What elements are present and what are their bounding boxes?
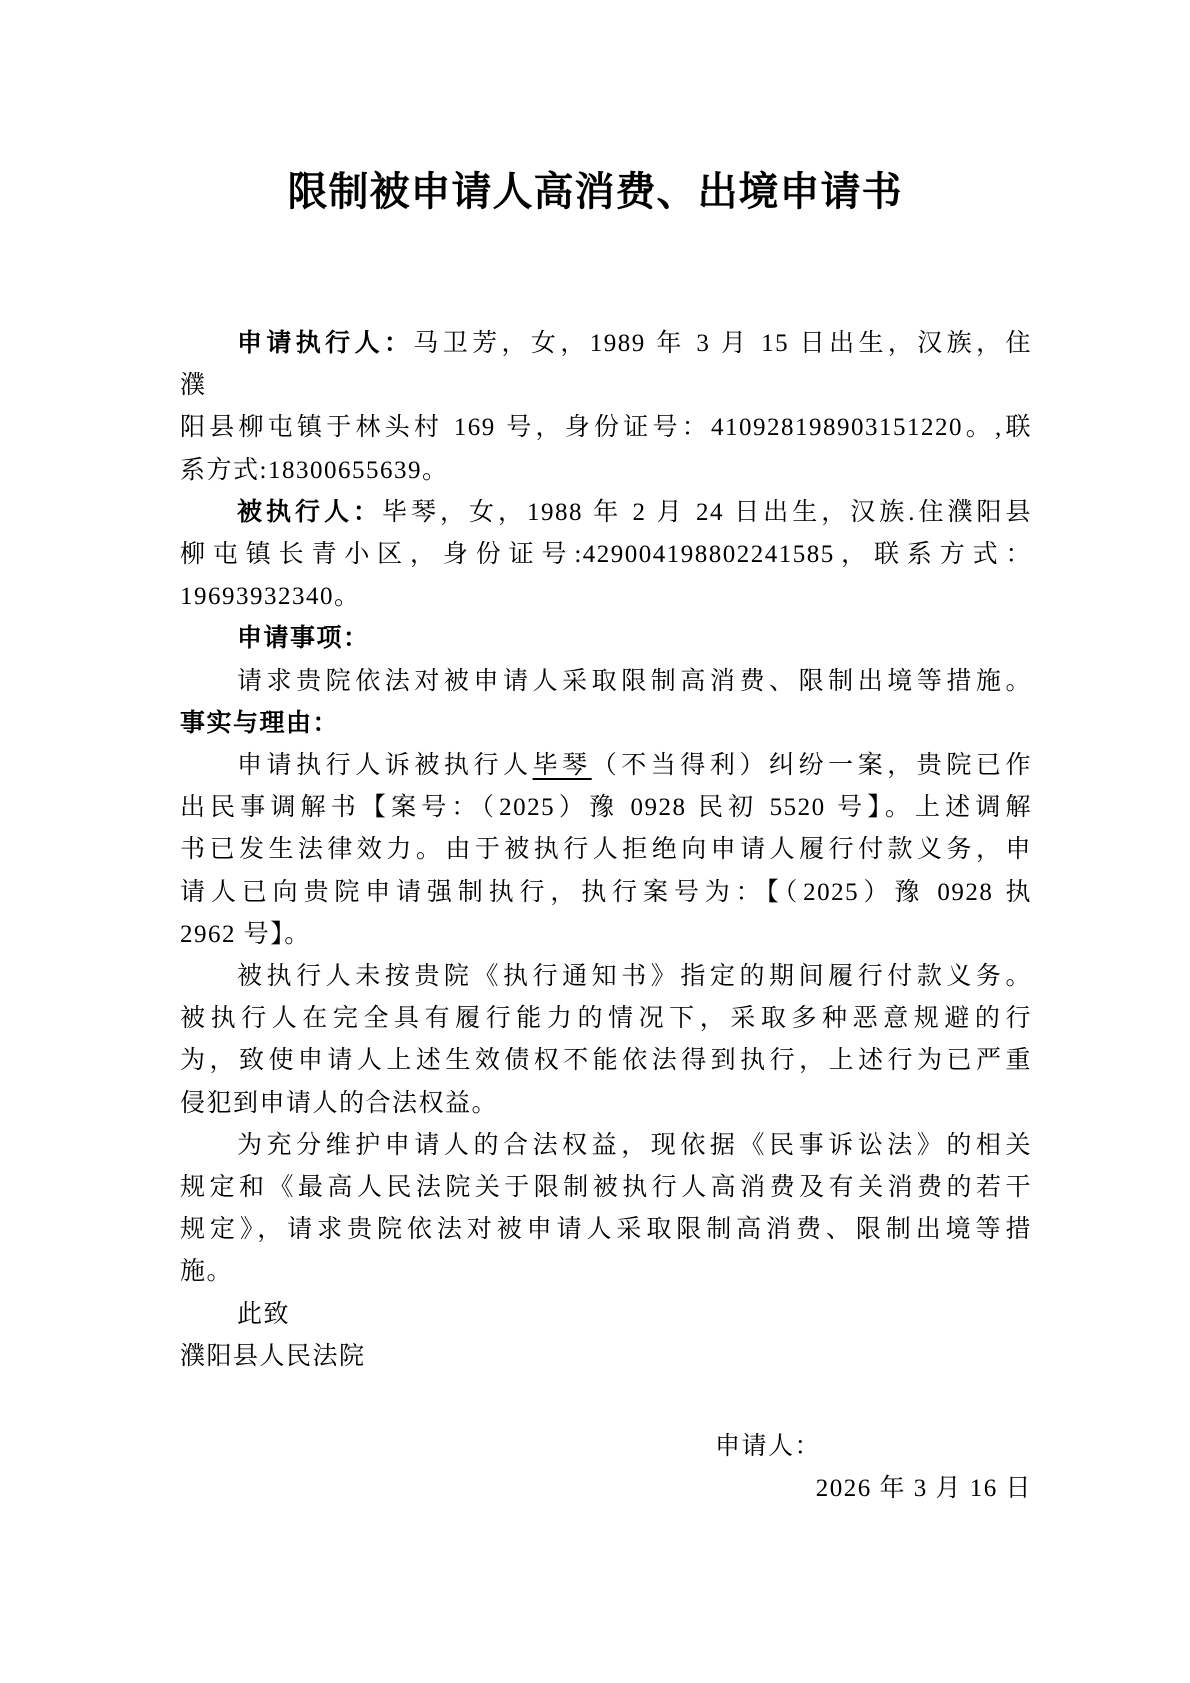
- respondent-paragraph-line-1: [180, 492, 1032, 534]
- applicant-label: 申请执行人：: [237, 330, 414, 357]
- signature-applicant-label: 申请人：: [715, 1433, 822, 1461]
- respondent-paragraph-line-3: 19693932340。: [180, 583, 361, 611]
- respondent-label: 被执行人：: [237, 498, 382, 526]
- facts-p3-line-3: 规定》，请求贵院依法对被申请人采取限制高消费、限制出境等措: [180, 1216, 1032, 1244]
- facts-p1-line-1-pre: 申请执行人诉被执行人: [237, 752, 533, 780]
- facts-p1-line-5: 2962 号】。: [180, 920, 311, 948]
- applicant-paragraph-line-4: 系方式:18300655639。: [180, 456, 449, 484]
- facts-p1-line-2: 出民事调解书【案号：（2025）豫 0928 民初 5520 号】。上述调解: [180, 794, 1032, 822]
- signature-date: 2026 年 3 月 16 日: [815, 1475, 1032, 1503]
- facts-p3-line-2: 规定和《最高人民法院关于限制被执行人高消费及有关消费的若干: [180, 1174, 1032, 1202]
- facts-p2-line-3: 为，致使申请人上述生效债权不能依法得到执行，上述行为已严重: [180, 1047, 1032, 1075]
- applicant-paragraph-line-3: 阳县柳屯镇于林头村 169 号，身份证号：410928198903151220。,联: [180, 414, 1032, 442]
- closing-salute: 此致: [237, 1300, 291, 1328]
- closing-court-name: 濮阳县人民法院: [180, 1342, 366, 1370]
- respondent-name-underlined: 毕琴: [532, 752, 592, 780]
- applicant-line-1-text: 马卫芳，女，1989 年 3 月 15 日出生，汉族，住: [413, 330, 1032, 357]
- facts-p2-line-2: 被执行人在完全具有履行能力的情况下，采取多种恶意规避的行: [180, 1005, 1032, 1033]
- document-body: [180, 323, 1032, 1510]
- respondent-paragraph-line-2: 柳屯镇长青小区，身份证号:429004198802241585，联系方式：: [180, 541, 1032, 569]
- request-content: 请求贵院依法对被申请人采取限制高消费、限制出境等措施。: [237, 667, 1032, 695]
- applicant-paragraph-line-1: [180, 323, 1032, 365]
- facts-p1-line-4: 请人已向贵院申请强制执行，执行案号为：【（2025）豫 0928 执: [180, 878, 1032, 906]
- applicant-paragraph-line-2: 濮: [180, 372, 207, 400]
- facts-p1-line-1-post: （不当得利）纠纷一案，贵院已作: [591, 752, 1032, 780]
- respondent-line-1-text: 毕琴，女，1988 年 2 月 24 日出生，汉族.住濮阳县: [382, 498, 1032, 526]
- facts-p1-line-1: [180, 745, 1032, 787]
- document-title: 限制被申请人高消费、出境申请书: [287, 169, 903, 214]
- request-heading: 申请事项：: [237, 625, 370, 653]
- facts-p3-line-4: 施。: [180, 1258, 234, 1286]
- facts-p1-line-3: 书已发生法律效力。由于被执行人拒绝向申请人履行付款义务，申: [180, 836, 1032, 864]
- facts-heading: 事实与理由：: [180, 709, 340, 737]
- facts-p3-line-1: 为充分维护申请人的合法权益，现依据《民事诉讼法》的相关: [237, 1131, 1032, 1159]
- facts-p2-line-4: 侵犯到申请人的合法权益。: [180, 1089, 499, 1117]
- facts-p2-line-1: 被执行人未按贵院《执行通知书》指定的期间履行付款义务。: [237, 963, 1032, 991]
